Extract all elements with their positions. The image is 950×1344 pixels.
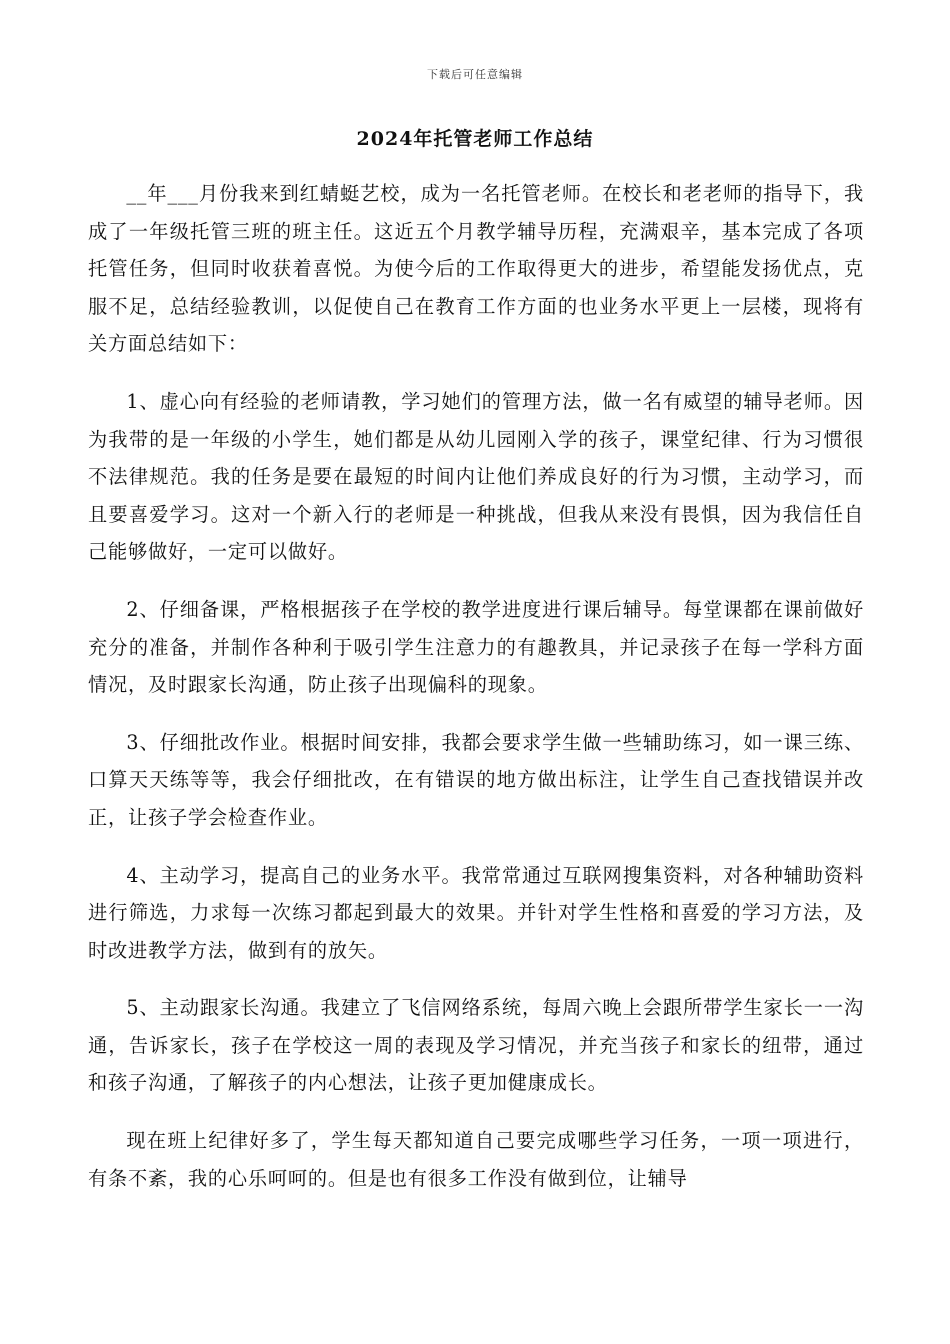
paragraph-item-5: 5、主动跟家长沟通。我建立了飞信网络系统，每周六晚上会跟所带学生家长一一沟通，告诉家长，孩子在学校这一周的表现及学习情况，并充当孩子和家长的纽带，通过和孩子沟通，了解孩子的内心想法，让孩子更加健康成长。 — [88, 996, 864, 1095]
paragraph-item-2: 2、仔细备课，严格根据孩子在学校的教学进度进行课后辅导。每堂课都在课前做好充分的准备，并制作各种利于吸引学生注意力的有趣教具，并记录孩子在每一学科方面情况，及时跟家长沟通，防止孩子出现偏科的现象。 — [88, 597, 864, 697]
paragraph-item-1: 1、虚心向有经验的老师请教，学习她们的管理方法，做一名有威望的辅导老师。因为我带的是一年级的小学生，她们都是从幼儿园刚入学的孩子，课堂纪律、行为习惯很不法律规范。我的任务是要在最短的时间内让他们养成良好的行为习惯，主动学习，而且要喜爱学习。这对一个新入行的老师是一种挑战，但我从来没有畏惧，因为我信任自己能够做好，一定可以做好。 — [88, 389, 864, 564]
header-note: 下载后可任意编辑 — [427, 68, 523, 81]
paragraph-intro: __年___月份我来到红蜻蜓艺校，成为一名托管老师。在校长和老老师的指导下，我成了一年级托管三班的班主任。这近五个月教学辅导历程，充满艰辛，基本完成了各项托管任务，但同时收获着喜悦。为使今后的工作取得更大的进步，希望能发扬优点，克服不足，总结经验教训，以促使自己在教育工作方面的也业务水平更上一层楼，现将有关方面总结如下： — [88, 182, 864, 356]
paragraph-conclusion: 现在班上纪律好多了，学生每天都知道自己要完成哪些学习任务，一项一项进行，有条不紊，我的心乐呵呵的。但是也有很多工作没有做到位，让辅导 — [88, 1129, 864, 1190]
document-title: 2024年托管老师工作总结 — [356, 128, 594, 150]
document-body — [88, 175, 864, 1217]
paragraph-item-4: 4、主动学习，提高自己的业务水平。我常常通过互联网搜集资料，对各种辅助资料进行筛选，力求每一次练习都起到最大的效果。并针对学生性格和喜爱的学习方法，及时改进教学方法，做到有的放矢。 — [88, 863, 864, 962]
paragraph-item-3: 3、仔细批改作业。根据时间安排，我都会要求学生做一些辅助练习，如一课三练、口算天天练等等，我会仔细批改，在有错误的地方做出标注，让学生自己查找错误并改正，让孩子学会检查作业。 — [88, 730, 864, 829]
